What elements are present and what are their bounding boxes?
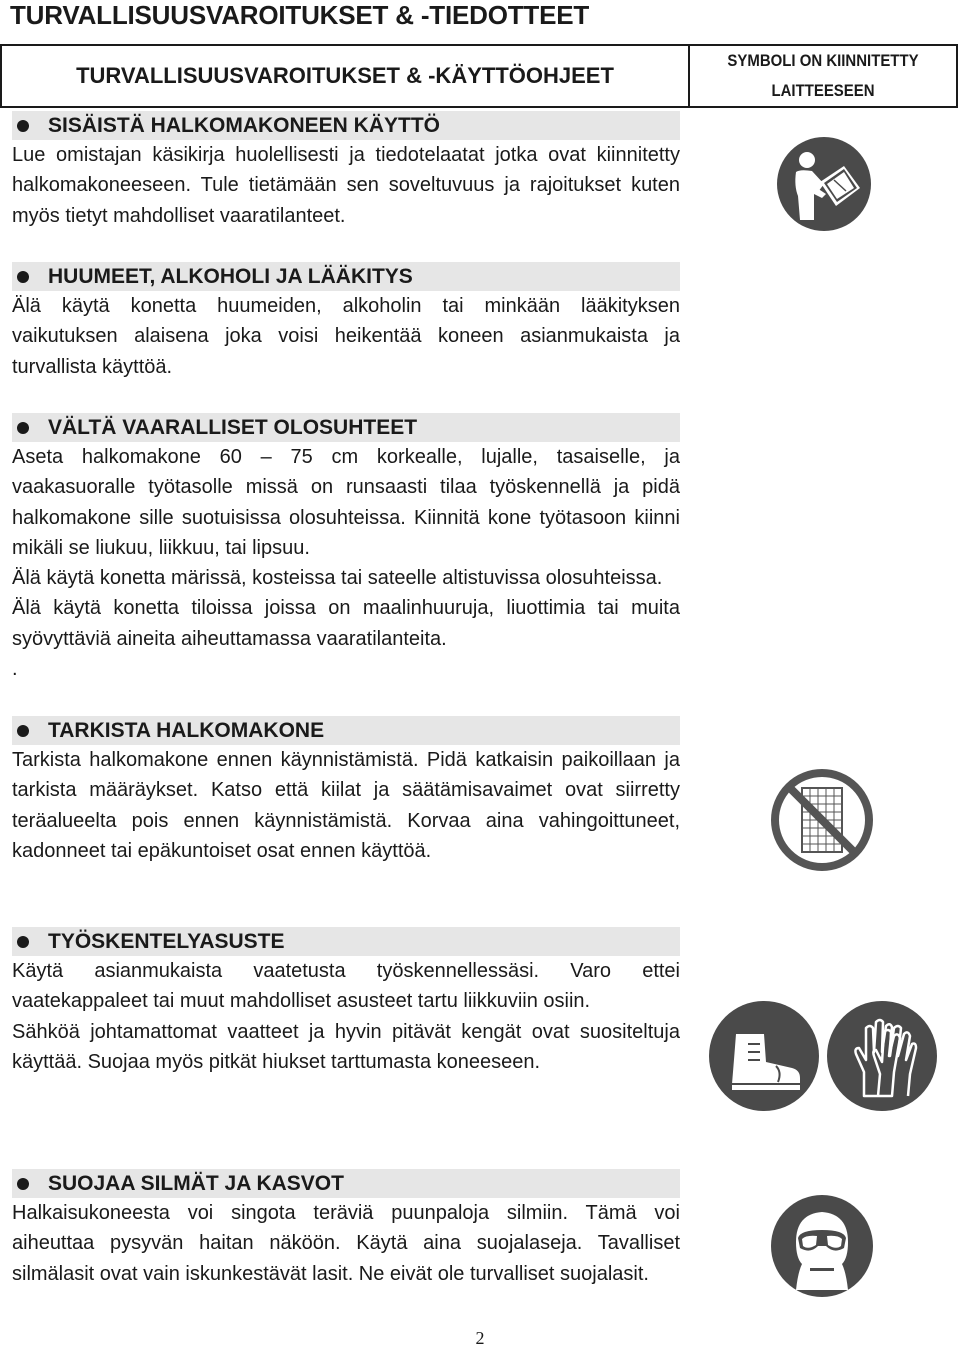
bullet-icon xyxy=(17,1178,29,1190)
no-wet-conditions-icon xyxy=(768,766,876,874)
section-heading-text: VÄLTÄ VAARALLISET OLOSUHTEET xyxy=(48,416,418,439)
bullet-icon xyxy=(17,725,29,737)
section-heading-text: HUUMEET, ALKOHOLI JA LÄÄKITYS xyxy=(48,265,413,288)
section-work-clothing xyxy=(12,927,680,1077)
bullet-icon xyxy=(17,422,29,434)
bullet-icon xyxy=(17,120,29,132)
section-drugs-alcohol xyxy=(12,262,680,382)
header-right-line1: SYMBOLI ON KIINNITETTY xyxy=(727,51,919,70)
section-paragraph: Halkaisukoneesta voi singota teräviä puunpaloja silmiin. Tämä voi aiheuttaa pysyvän haitan näköön. Käytä aina suojalaseja. Tavalliset silmälasit ovat vain iskunkestävät lasit. Ne eivät ole turvalliset suojalasit. xyxy=(12,1202,680,1285)
section-heading-text: TARKISTA HALKOMAKONE xyxy=(48,719,325,742)
read-manual-icon xyxy=(776,136,872,232)
header-table xyxy=(0,44,958,108)
section-paragraph: Älä käytä konetta tiloissa joissa on maalinhuuruja, liuottimia tai muita syövyttäviä aineita aiheuttamassa vaaratilanteita. xyxy=(12,597,680,650)
safety-boots-icon xyxy=(708,1000,820,1112)
section-paragraph: Lue omistajan käsikirja huolellisesti ja tiedotelaatat jotka ovat kiinnitetty halkomakoneeseen. Tule tietämään sen soveltuvuus ja rajoitukset kuten myös tietyt mahdolliset vaaratilanteet. xyxy=(12,144,680,227)
header-right-line2: LAITTEESEEN xyxy=(771,81,875,100)
bullet-icon xyxy=(17,271,29,283)
section-heading xyxy=(12,111,680,140)
header-left-cell: TURVALLISUUSVAROITUKSET & -KÄYTTÖOHJEET xyxy=(2,46,690,106)
section-paragraph: Sähköä johtamattomat vaatteet ja hyvin pitävät kengät ovat suositeltuja käyttää. Suojaa myös pitkät hiukset tarttumasta koneeseen. xyxy=(12,1020,680,1073)
section-heading-text: TYÖSKENTELYASUSTE xyxy=(48,930,285,953)
section-paragraph: Älä käytä konetta huumeiden, alkoholin tai minkään lääkityksen vaikutuksen alaisena joka voisi heikentää koneen asianmukaista ja turvallista käyttöä. xyxy=(12,295,680,378)
safety-gloves-icon xyxy=(826,1000,938,1112)
section-paragraph: Älä käytä konetta märissä, kosteissa tai sateelle altistuvissa olosuhteissa. xyxy=(12,567,663,590)
stray-period: . xyxy=(12,658,18,681)
section-dangerous-conditions xyxy=(12,413,680,684)
section-paragraph: Käytä asianmukaista vaatetusta työskennellessäsi. Varo ettei vaatekappaleet tai muut mahdolliset asusteet tartu liikkuviin osiin. xyxy=(12,960,680,1013)
section-heading xyxy=(12,927,680,956)
section-understand-usage xyxy=(12,111,680,231)
safety-goggles-icon xyxy=(770,1194,874,1298)
section-heading-text: SUOJAA SILMÄT JA KASVOT xyxy=(48,1172,344,1195)
section-heading xyxy=(12,1169,680,1198)
page-title: TURVALLISUUSVAROITUKSET & -TIEDOTTEET xyxy=(10,0,590,30)
header-right-cell xyxy=(706,46,940,106)
section-paragraph: Aseta halkomakone 60 – 75 cm korkealle, lujalle, tasaiselle, ja vaakasuoralle työtasolle missä on runsaasti tilaa työskennellä ja pidä halkomakone sille suotuisissa olosuhteissa. Kiinnitä kone työtasoon kiinni mikäli se liukuu, liikkuu, tai lipsuu. xyxy=(12,446,680,559)
section-heading xyxy=(12,262,680,291)
section-paragraph: Tarkista halkomakone ennen käynnistämistä. Pidä katkaisin paikoillaan ja tarkista määräykset. Katso että kiilat ja säätämisavaimet ovat siirretty teräalueelta pois ennen käynnistämistä. Korvaa aina vahingoittuneet, kadonneet tai epäkuntoiset osat ennen käyttöä. xyxy=(12,749,680,862)
page-number: 2 xyxy=(475,1328,485,1348)
section-protect-eyes xyxy=(12,1169,680,1289)
bullet-icon xyxy=(17,936,29,948)
section-heading-text: SISÄISTÄ HALKOMAKONEEN KÄYTTÖ xyxy=(48,114,441,137)
section-heading xyxy=(12,716,680,745)
section-inspect-machine xyxy=(12,716,680,866)
section-heading xyxy=(12,413,680,442)
